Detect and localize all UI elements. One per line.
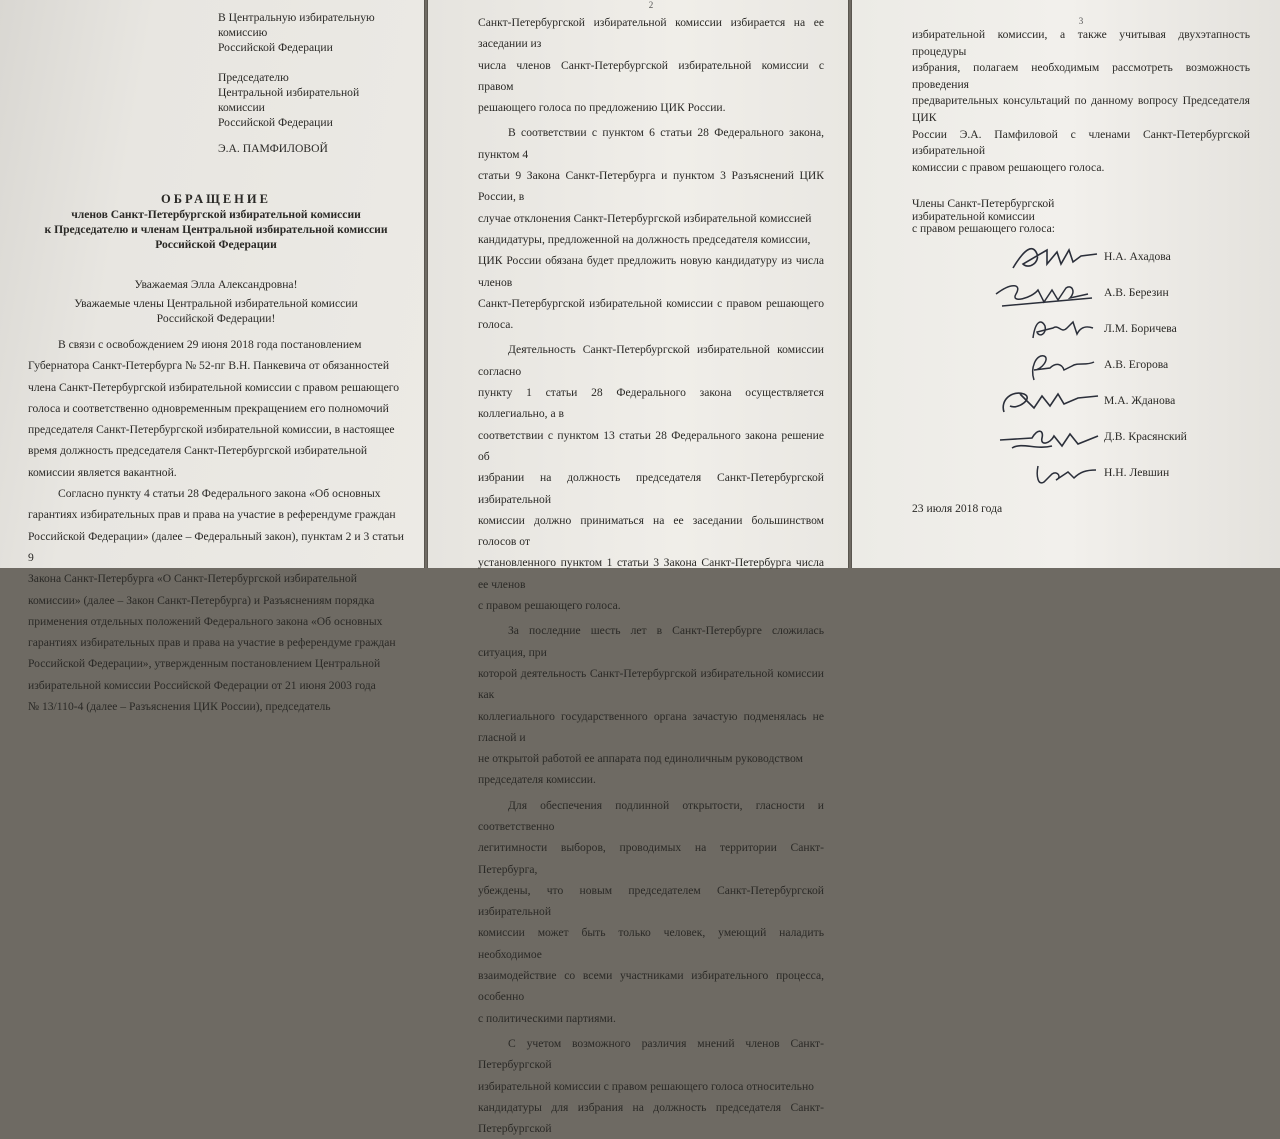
text-line: Российской Федерации», утвержденным постановлением Центральной [28, 657, 381, 671]
signature-row [912, 456, 1250, 492]
text-line: председателя комиссии. [478, 773, 596, 787]
text-line: комиссии может быть только человек, умеющий наладить необходимое [478, 926, 824, 961]
text-line: случае отклонения Санкт-Петербургской избирательной комиссией [478, 211, 812, 225]
paragraph-1 [28, 334, 404, 483]
text-line: комиссии» (далее – Закон Санкт-Петербурга) и Разъяснениям порядка [28, 593, 375, 607]
text-line: Закона Санкт-Петербурга «О Санкт-Петербургской избирательной [28, 572, 357, 586]
text-line: легитимности выборов, проводимых на территории Санкт-Петербурга, [478, 841, 824, 876]
text-line: числа членов Санкт-Петербургской избирательной комиссии с правом [478, 58, 824, 93]
text-line: которой деятельность Санкт-Петербургской избирательной комиссии как [478, 666, 824, 702]
paragraph-4 [478, 795, 824, 1029]
text-line: Санкт-Петербургской избирательной комиссии с правом решающего голоса. [478, 296, 824, 332]
text-line: Губернатора Санкт-Петербурга № 52-пг В.Н. Панкевича от обязанностей [28, 359, 390, 373]
document-page-3 [852, 0, 1280, 568]
document-date: 23 июля 2018 года [912, 501, 1003, 515]
text-line: голоса и соответственно одновременным прекращением его полномочий [28, 401, 389, 415]
text-line: Деятельность Санкт-Петербургской избирательной комиссии согласно [478, 343, 824, 378]
text-line: коллегиального государственного органа зачастую подменялась не гласной и [478, 709, 824, 744]
signatures-block [912, 240, 1250, 492]
signature-row [912, 384, 1250, 420]
text-line: с политическими партиями. [478, 1011, 616, 1025]
document-heading [28, 192, 404, 252]
signatory-name: Н.А. Ахадова [1104, 249, 1171, 263]
handwritten-signature-icon [1007, 240, 1102, 276]
text-line: установленного пунктом 1 статьи 3 Закона Санкт-Петербурга числа ее членов [478, 556, 824, 591]
text-line: комиссии должно приниматься на ее заседании большинством голосов от [478, 513, 824, 549]
greeting [28, 277, 404, 326]
text-line: время должность председателя Санкт-Петербургской избирательной [28, 444, 368, 458]
page-number: 2 [648, 0, 654, 10]
paragraph-3 [478, 620, 824, 790]
text-line: предварительных консультаций по данному вопросу Председателя ЦИК [912, 94, 1250, 124]
text-line: взаимодействие со всеми участниками избирательного процесса, особенно [478, 969, 824, 1004]
signature-row [912, 276, 1250, 312]
paragraph-continued [478, 12, 824, 118]
addressee-line: Российской Федерации [218, 41, 333, 54]
text-line: избрании на должность председателя Санкт-Петербургской избирательной [478, 471, 824, 506]
text-line: комиссии является вакантной. [28, 465, 177, 479]
handwritten-signature-icon [1020, 348, 1100, 384]
text-line: избирательной комиссии, а также учитывая двухэтапность процедуры [912, 28, 1250, 58]
signature-row [912, 348, 1250, 384]
signatory-name: А.В. Егорова [1104, 357, 1169, 371]
text-line: статьи 9 Закона Санкт-Петербурга и пунктом 3 Разъяснений ЦИК России, в [478, 169, 824, 204]
members-heading-line: с правом решающего голоса: [912, 222, 1055, 236]
text-line: Санкт-Петербургской избирательной комиссии избирается на ее заседании из [478, 16, 824, 51]
document-page-1 [0, 0, 424, 714]
addressee-line: В Центральную избирательную комиссию [218, 11, 375, 39]
heading-line: к Председателю и членам Центральной избирательной комиссии [44, 223, 388, 236]
signatory-name: Л.М. Боричева [1104, 321, 1177, 335]
addressee-line: Председателю [218, 71, 289, 84]
heading-line: Российской Федерации [155, 238, 277, 251]
text-line: члена Санкт-Петербургской избирательной комиссии с правом решающего [28, 380, 400, 394]
text-line: Российской Федерации» (далее – Федеральный закон), пунктам 2 и 3 статьи 9 [28, 529, 404, 564]
document-title: ОБРАЩЕНИЕ [161, 192, 271, 206]
paragraph-5 [478, 1033, 824, 1139]
handwritten-signature-icon [992, 276, 1102, 312]
greeting-line: Уважаемая Элла Александровна! [134, 278, 298, 291]
signatory-name: М.А. Жданова [1104, 393, 1176, 407]
text-line: соответствии с пунктом 13 статьи 28 Федерального закона решение об [478, 428, 824, 463]
text-line: В связи с освобождением 29 июня 2018 года постановлением [58, 338, 362, 351]
signature-row [912, 420, 1250, 456]
paragraph-2 [478, 339, 824, 616]
heading-line: членов Санкт-Петербургской избирательной комиссии [71, 208, 361, 221]
text-line: убеждены, что новым председателем Санкт-Петербургской избирательной [478, 883, 824, 919]
text-line: России Э.А. Памфиловой с членами Санкт-Петербургской избирательной [912, 127, 1250, 158]
text-line: комиссии с правом решающего голоса. [912, 160, 1105, 174]
text-line: избрания, полагаем необходимым рассмотреть возможность проведения [912, 61, 1250, 91]
document-page-2 [428, 0, 848, 1136]
text-line: избирательной комиссии Российской Федерации от 21 июня 2003 года [28, 678, 376, 692]
members-heading-line: избирательной комиссии [912, 209, 1035, 223]
text-line: с правом решающего голоса. [478, 599, 621, 613]
text-line: кандидатуры для избрания на должность председателя Санкт-Петербургской [478, 1100, 824, 1136]
text-line: В соответствии с пунктом 6 статьи 28 Федерального закона, пунктом 4 [478, 126, 824, 161]
text-line: № 13/110-4 (далее – Разъяснения ЦИК России), председатель [28, 700, 331, 714]
signature-row [912, 240, 1250, 276]
signature-row [912, 312, 1250, 348]
text-line: гарантиях избирательных прав и права на участие в референдуме граждан [28, 636, 396, 650]
signatory-name: А.В. Березин [1104, 285, 1169, 299]
paragraph-2 [28, 483, 404, 717]
addressee-line: Э.А. ПАМФИЛОВОЙ [218, 142, 328, 155]
addressee-line: Российской Федерации [218, 116, 333, 129]
text-line: не открытой работой ее аппарата под единоличным руководством [478, 752, 803, 766]
paragraph-1 [478, 122, 824, 335]
text-line: решающего голоса по предложению ЦИК России. [478, 101, 726, 115]
signatory-name: Д.В. Красянский [1104, 429, 1187, 443]
handwritten-signature-icon [1030, 456, 1100, 492]
page-number: 3 [1078, 16, 1084, 26]
text-line: пункту 1 статьи 28 Федерального закона осуществляется коллегиально, а в [478, 386, 824, 421]
handwritten-signature-icon [992, 420, 1104, 456]
members-heading [912, 198, 1250, 236]
text-line: избирательной комиссии с правом решающего голоса относительно [478, 1079, 814, 1093]
text-line: Для обеспечения подлинной открытости, гласности и соответственно [478, 798, 824, 833]
handwritten-signature-icon [1027, 312, 1097, 348]
signatory-name: Н.Н. Левшин [1104, 465, 1170, 479]
greeting-line: Уважаемые члены Центральной избирательной комиссии [74, 297, 358, 310]
text-line: председателя Санкт-Петербургской избирательной комиссии, в настоящее [28, 423, 395, 437]
text-line: применения отдельных положений Федерального закона «Об основных [28, 614, 383, 628]
text-line: За последние шесть лет в Санкт-Петербурге сложилась ситуация, при [478, 624, 824, 659]
greeting-line: Российской Федерации! [156, 312, 276, 325]
addressee-block [218, 0, 404, 156]
text-line: кандидатуры, предложенной на должность председателя комиссии, [478, 232, 811, 246]
paragraph-continued [912, 27, 1250, 176]
text-line: С учетом возможного различия мнений членов Санкт-Петербургской [478, 1036, 824, 1072]
text-line: гарантиях избирательных прав и права на участие в референдуме граждан [28, 508, 396, 522]
text-line: ЦИК России обязана будет предложить новую кандидатуру из числа членов [478, 254, 824, 289]
addressee-line: Центральной избирательной комиссии [218, 86, 360, 114]
text-line: Согласно пункту 4 статьи 28 Федерального закона «Об основных [58, 487, 381, 501]
members-heading-line: Члены Санкт-Петербургской [912, 197, 1055, 211]
handwritten-signature-icon [994, 384, 1102, 420]
